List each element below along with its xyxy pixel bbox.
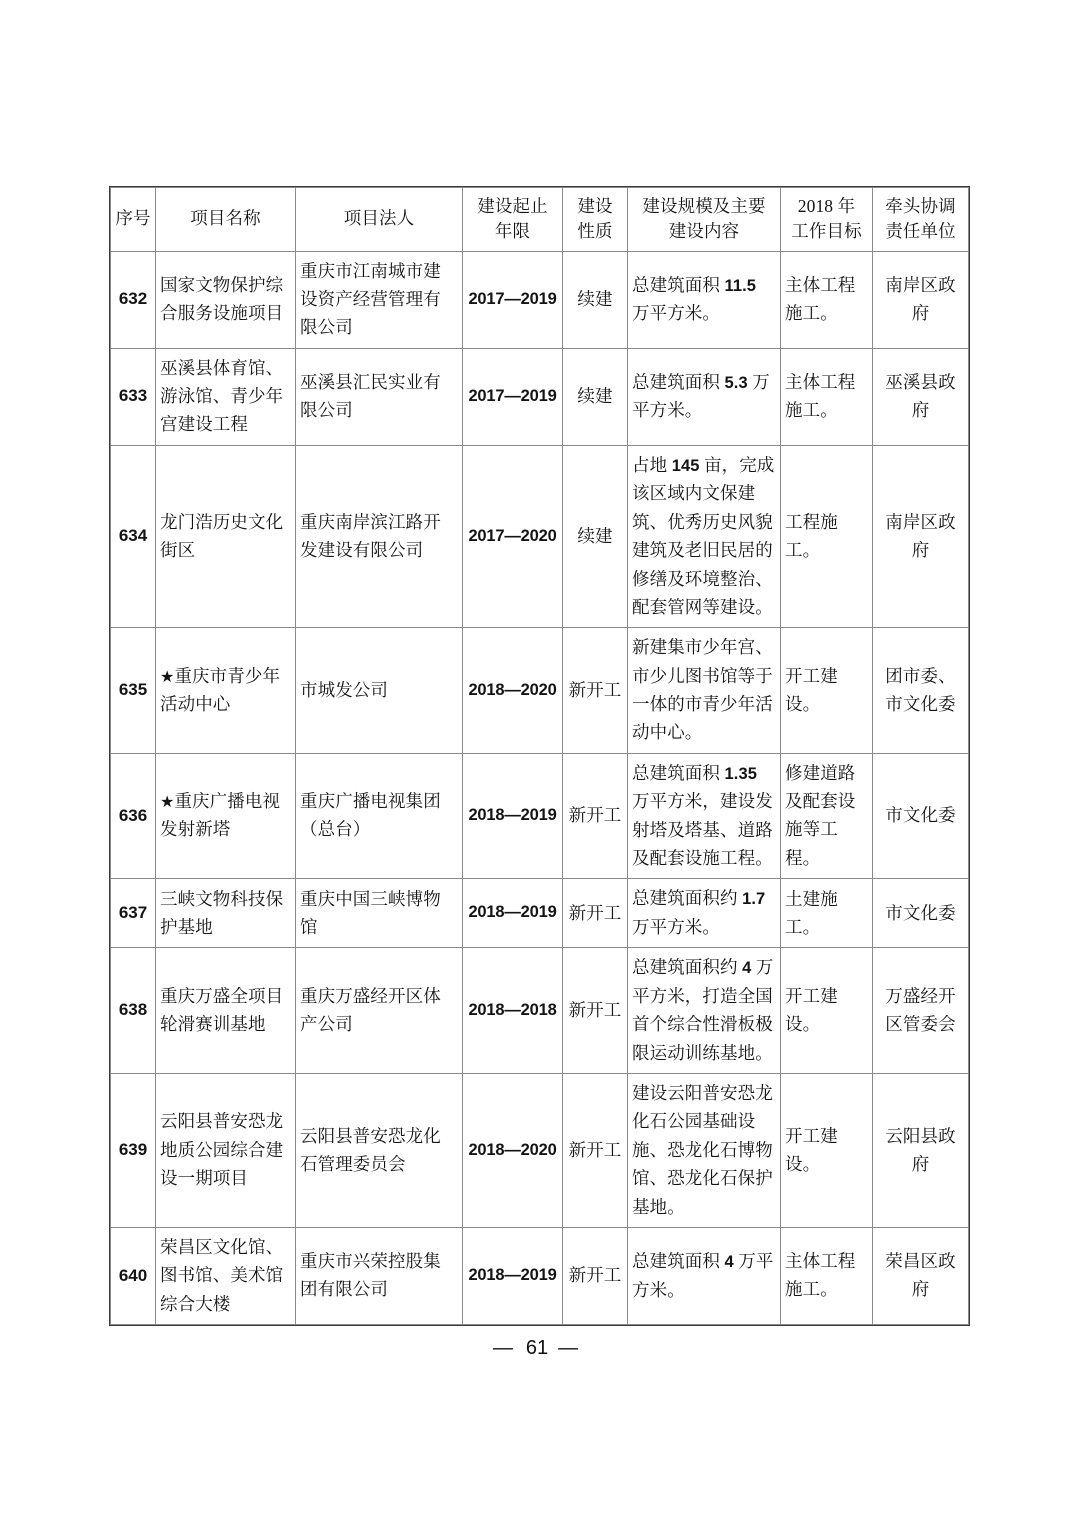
row-construction-type xyxy=(563,1074,628,1228)
row-2018-goal-text: 土建施工。 xyxy=(785,888,838,937)
row-responsible-unit-text: 云阳县政府 xyxy=(885,1125,956,1174)
row-scale-and-content xyxy=(628,753,781,879)
column-header-2018-goal-line1: 2018 年 xyxy=(797,196,856,216)
row-construction-type-text: 新开工 xyxy=(568,1000,622,1021)
row-scale-and-content xyxy=(628,879,781,948)
project-table-container xyxy=(110,187,968,1325)
row-seq-text: 640 xyxy=(118,1265,148,1285)
column-header-scale-and-content-line1: 建设规模及主要 xyxy=(642,196,766,216)
column-header-construction-type-line1: 建设 xyxy=(577,196,613,216)
row-legal-entity xyxy=(296,445,463,627)
table-header-row xyxy=(111,188,969,252)
column-header-project-name xyxy=(156,188,296,252)
row-seq xyxy=(111,348,156,445)
row-2018-goal-text: 主体工程施工。 xyxy=(785,371,856,421)
row-seq-text: 632 xyxy=(118,289,148,309)
row-construction-period xyxy=(463,879,563,948)
row-legal-entity-text: 云阳县普安恐龙化石管理委员会 xyxy=(300,1125,441,1174)
row-construction-period-text: 2018—2019 xyxy=(468,903,557,922)
row-2018-goal xyxy=(781,251,873,348)
column-header-construction-period-line1: 建设起止 xyxy=(477,196,548,216)
row-construction-type-text: 新开工 xyxy=(568,902,622,923)
row-project-name xyxy=(156,348,296,445)
row-project-name-text: ★重庆广播电视发射新塔 xyxy=(160,791,281,840)
row-construction-type-text: 新开工 xyxy=(568,679,622,700)
row-scale-and-content xyxy=(628,628,781,753)
row-project-name-text: 龙门浩历史文化街区 xyxy=(160,511,284,560)
row-scale-and-content xyxy=(628,348,781,445)
row-construction-period xyxy=(463,1074,563,1228)
row-2018-goal xyxy=(781,628,873,753)
row-project-name xyxy=(156,753,296,879)
row-2018-goal-text: 主体工程施工。 xyxy=(785,1251,856,1300)
row-construction-type xyxy=(563,753,628,879)
row-construction-type-text: 新开工 xyxy=(568,1265,622,1286)
row-construction-period xyxy=(463,628,563,753)
row-project-name xyxy=(156,1227,296,1324)
row-seq-text: 639 xyxy=(118,1140,148,1160)
row-legal-entity-text: 重庆中国三峡博物馆 xyxy=(300,888,441,937)
row-responsible-unit-text: 万盛经开区管委会 xyxy=(885,985,956,1035)
row-responsible-unit xyxy=(873,948,969,1074)
row-project-name-text: 荣昌区文化馆、图书馆、美术馆综合大楼 xyxy=(160,1236,284,1314)
row-construction-period-text: 2018—2020 xyxy=(468,680,557,699)
column-header-construction-type xyxy=(563,188,628,252)
row-construction-period-text: 2018—2018 xyxy=(468,1000,557,1019)
row-project-name-text: 云阳县普安恐龙地质公园综合建设一期项目 xyxy=(160,1111,284,1189)
row-responsible-unit-text: 荣昌区政府 xyxy=(885,1251,956,1300)
row-legal-entity-text: 重庆广播电视集团（总台） xyxy=(300,791,441,840)
row-legal-entity-text: 巫溪县汇民实业有限公司 xyxy=(300,371,441,421)
row-project-name xyxy=(156,251,296,348)
row-legal-entity xyxy=(296,628,463,753)
row-seq xyxy=(111,1074,156,1228)
row-legal-entity xyxy=(296,879,463,948)
column-header-legal-entity-label: 项目法人 xyxy=(343,208,415,229)
row-2018-goal-text: 开工建设。 xyxy=(785,985,838,1035)
row-construction-type xyxy=(563,628,628,753)
row-scale-and-content xyxy=(628,1074,781,1228)
row-seq xyxy=(111,251,156,348)
row-scale-and-content-text: 总建筑面积 4 万平方米。 xyxy=(632,1250,774,1300)
row-seq-text: 636 xyxy=(118,805,148,825)
table-row xyxy=(111,948,969,1074)
row-seq-text: 638 xyxy=(118,1000,148,1020)
row-responsible-unit xyxy=(873,445,969,627)
row-construction-type-text: 新开工 xyxy=(568,1139,622,1160)
row-seq xyxy=(111,628,156,753)
row-construction-period-text: 2018—2020 xyxy=(468,1140,557,1159)
row-scale-and-content xyxy=(628,1227,781,1324)
row-construction-period-text: 2017—2019 xyxy=(468,289,557,308)
row-legal-entity-text: 重庆市江南城市建设资产经营管理有限公司 xyxy=(300,260,441,338)
column-header-2018-goal-line2: 工作目标 xyxy=(791,220,862,241)
column-header-scale-and-content-line2: 建设内容 xyxy=(668,220,740,241)
row-responsible-unit xyxy=(873,251,969,348)
row-construction-period xyxy=(463,251,563,348)
column-header-2018-goal xyxy=(781,188,873,252)
row-construction-period xyxy=(463,445,563,627)
row-construction-type xyxy=(563,445,628,627)
row-project-name-text: 重庆万盛全项目轮滑赛训基地 xyxy=(160,985,284,1035)
row-scale-and-content-text: 占地 145 亩，完成该区域内文保建筑、优秀历史风貌建筑及老旧民居的修缮及环境整治、配套管网等建设。 xyxy=(632,454,775,617)
row-responsible-unit xyxy=(873,348,969,445)
row-scale-and-content xyxy=(628,445,781,627)
column-header-responsible-unit xyxy=(873,188,969,252)
row-responsible-unit-text: 市文化委 xyxy=(885,902,956,923)
column-header-construction-type-line2: 性质 xyxy=(577,220,613,241)
row-responsible-unit-text: 团市委、市文化委 xyxy=(885,665,956,714)
table-row xyxy=(111,628,969,753)
row-construction-type xyxy=(563,251,628,348)
row-project-name-text: ★重庆市青少年活动中心 xyxy=(160,665,281,714)
row-2018-goal xyxy=(781,753,873,879)
row-seq xyxy=(111,753,156,879)
row-scale-and-content-text: 新建集市少年宫、市少儿图书馆等于一体的市青少年活动中心。 xyxy=(632,637,773,743)
row-scale-and-content-text: 总建筑面积 5.3 万平方米。 xyxy=(632,371,770,421)
row-legal-entity xyxy=(296,948,463,1074)
column-header-legal-entity xyxy=(296,188,463,252)
row-legal-entity-text: 重庆市兴荣控股集团有限公司 xyxy=(300,1251,441,1300)
table-row xyxy=(111,1227,969,1324)
table-row xyxy=(111,251,969,348)
column-header-construction-period-line2: 年限 xyxy=(494,220,531,241)
row-construction-period-text: 2018—2019 xyxy=(468,806,557,825)
row-construction-period-text: 2017—2020 xyxy=(468,526,557,545)
row-construction-type-text: 续建 xyxy=(577,525,613,546)
row-project-name-text: 巫溪县体育馆、游泳馆、青少年宫建设工程 xyxy=(160,357,284,435)
row-scale-and-content-text: 总建筑面积 11.5 万平方米。 xyxy=(632,274,757,324)
row-responsible-unit-text: 巫溪县政府 xyxy=(885,371,956,421)
row-scale-and-content-text: 建设云阳普安恐龙化石公园基础设施、恐龙化石博物馆、恐龙化石保护基地。 xyxy=(632,1083,773,1217)
row-responsible-unit xyxy=(873,879,969,948)
row-legal-entity xyxy=(296,1074,463,1228)
row-scale-and-content-text: 总建筑面积约 4 万平方米，打造全国首个综合性滑板极限运动训练基地。 xyxy=(632,957,774,1063)
row-legal-entity-text: 重庆万盛经开区体产公司 xyxy=(300,985,441,1035)
row-2018-goal-text: 开工建设。 xyxy=(785,665,838,714)
column-header-seq xyxy=(111,188,156,252)
row-project-name xyxy=(156,628,296,753)
row-seq-text: 637 xyxy=(118,903,148,923)
table-row xyxy=(111,1074,969,1228)
row-project-name xyxy=(156,445,296,627)
row-seq-text: 635 xyxy=(118,680,148,700)
row-responsible-unit-text: 南岸区政府 xyxy=(885,274,956,324)
row-seq-text: 634 xyxy=(118,526,148,546)
row-legal-entity xyxy=(296,753,463,879)
row-2018-goal xyxy=(781,879,873,948)
row-construction-period-text: 2018—2019 xyxy=(468,1266,557,1284)
table-row xyxy=(111,879,969,948)
row-project-name-text: 三峡文物科技保护基地 xyxy=(160,888,284,937)
row-seq xyxy=(111,445,156,627)
row-legal-entity xyxy=(296,251,463,348)
row-construction-period xyxy=(463,348,563,445)
row-seq xyxy=(111,879,156,948)
row-legal-entity xyxy=(296,348,463,445)
row-2018-goal xyxy=(781,1227,873,1324)
footer-dash-right: — xyxy=(558,1337,582,1359)
row-2018-goal-text: 工程施工。 xyxy=(785,511,838,560)
row-scale-and-content-text: 总建筑面积约 1.7 万平方米。 xyxy=(632,888,766,938)
row-project-name-text: 国家文物保护综合服务设施项目 xyxy=(160,274,284,324)
row-2018-goal xyxy=(781,948,873,1074)
table-row xyxy=(111,753,969,879)
row-2018-goal xyxy=(781,1074,873,1228)
row-responsible-unit-text: 市文化委 xyxy=(885,805,956,826)
row-seq xyxy=(111,948,156,1074)
row-construction-period-text: 2017—2019 xyxy=(468,386,557,405)
row-construction-type-text: 续建 xyxy=(577,289,613,310)
row-2018-goal-text: 开工建设。 xyxy=(785,1125,838,1174)
row-scale-and-content-text: 总建筑面积 1.35 万平方米，建设发射塔及塔基、道路及配套设施工程。 xyxy=(632,762,773,868)
row-responsible-unit xyxy=(873,1227,969,1324)
column-header-seq-label: 序号 xyxy=(115,208,151,229)
footer-dash-left: — xyxy=(492,1337,516,1359)
column-header-responsible-unit-line1: 牵头协调 xyxy=(885,196,956,216)
row-project-name xyxy=(156,1074,296,1228)
row-seq-text: 633 xyxy=(118,386,148,406)
row-scale-and-content xyxy=(628,948,781,1074)
table-row xyxy=(111,445,969,627)
table-row xyxy=(111,348,969,445)
column-header-construction-period xyxy=(463,188,563,252)
row-2018-goal-text: 修建道路及配套设施等工程。 xyxy=(785,762,856,868)
page-number: 61 xyxy=(525,1337,549,1359)
row-2018-goal-text: 主体工程施工。 xyxy=(785,274,856,324)
page-footer xyxy=(0,1337,1074,1360)
row-responsible-unit-text: 南岸区政府 xyxy=(885,511,956,560)
row-construction-type xyxy=(563,1227,628,1324)
row-construction-period xyxy=(463,1227,563,1324)
row-2018-goal xyxy=(781,348,873,445)
row-scale-and-content xyxy=(628,251,781,348)
column-header-project-name-label: 项目名称 xyxy=(190,208,261,229)
row-legal-entity-text: 重庆南岸滨江路开发建设有限公司 xyxy=(300,511,441,560)
row-legal-entity-text: 市城发公司 xyxy=(300,679,388,700)
row-construction-type xyxy=(563,948,628,1074)
row-construction-type xyxy=(563,879,628,948)
row-seq xyxy=(111,1227,156,1324)
row-construction-type xyxy=(563,348,628,445)
table-body xyxy=(111,251,969,1324)
row-construction-period xyxy=(463,948,563,1074)
row-construction-type-text: 新开工 xyxy=(568,805,622,826)
row-responsible-unit xyxy=(873,628,969,753)
row-project-name xyxy=(156,879,296,948)
row-2018-goal xyxy=(781,445,873,627)
row-project-name xyxy=(156,948,296,1074)
column-header-responsible-unit-line2: 责任单位 xyxy=(885,220,956,241)
row-responsible-unit xyxy=(873,1074,969,1228)
project-table xyxy=(110,187,969,1325)
column-header-scale-and-content xyxy=(628,188,781,252)
row-construction-period xyxy=(463,753,563,879)
row-legal-entity xyxy=(296,1227,463,1324)
row-responsible-unit xyxy=(873,753,969,879)
row-construction-type-text: 续建 xyxy=(577,386,613,407)
